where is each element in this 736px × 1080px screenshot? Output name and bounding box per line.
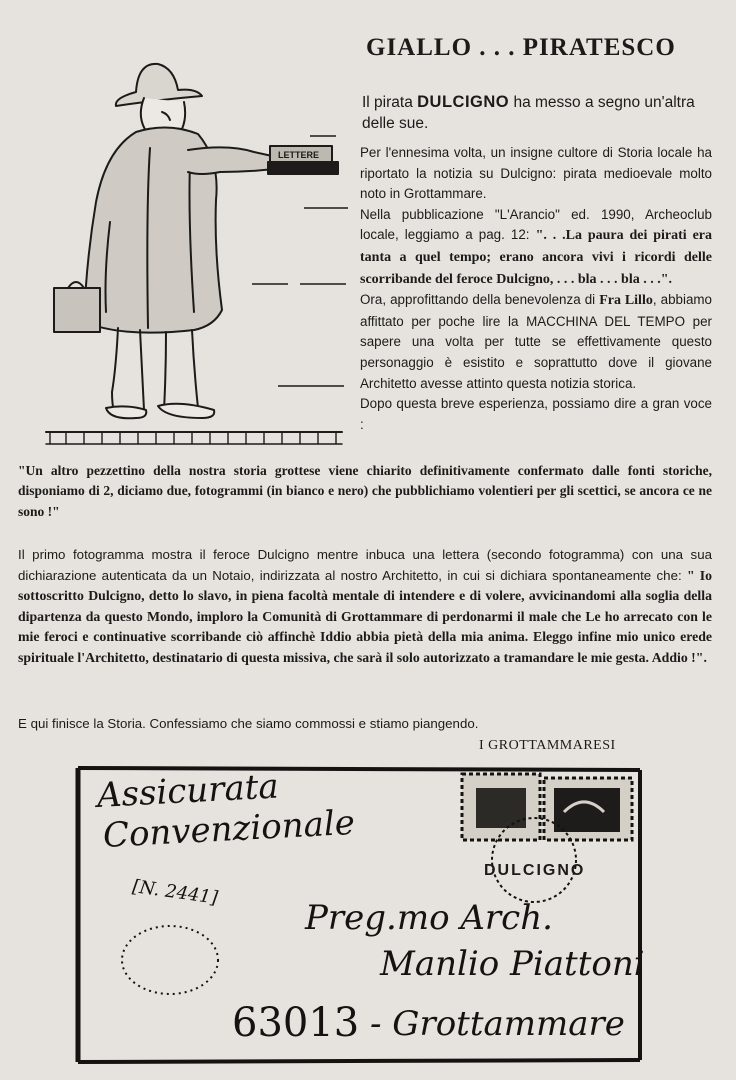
lead-post: ha messo a segno un'altra delle sue. [362,94,695,132]
paragraph-3 [360,290,712,394]
address-line-1: Preg.mo Arch. [305,898,553,938]
address-zip: 63013 [232,1000,360,1046]
paragraph-5-quote: " Io sottoscritto Dulcigno, detto lo slavo, in piena facoltà mentale di intendere e di volere, avvicinandomi alla soglia della dipartenza da questo Mondo, imploro la Comunità di Grottammare di perdonarmi il male che Le ho arrecato con le mie feroci e continuative scorribande ciò affinchè Iddio abbia pietà della mia anima. Eleggo infine mio unico erede spirituale l'Architetto, destinatario di questa missiva, che sarà il solo autorizzato a tramandare le mie gesta. Addio !". [18,567,712,665]
postage-stamp [462,774,632,840]
paragraph-2-text: Nella pubblicazione "L'Arancio" ed. 1990, Archeoclub locale, leggiamo a pag. 12: [360,206,712,243]
envelope-line-1: Assicurata [96,766,280,816]
wide-quote: "Un altro pezzettino della nostra storia grottese viene chiarito definitivamente confermato dalle fonti storiche, disponiamo di 2, diciamo due, fotogrammi (in bianco e nero) che pubblichiamo volentieri per gli scettici, se ancora ce ne sono !" [18,463,712,519]
paragraph-3-text-a: Ora, approfittando della benevolenza di [360,292,600,308]
paragraph-3-name: Fra Lillo [599,293,653,309]
seal-circle [122,926,218,994]
paragraph-3-text-b: , abbiamo affittato per poche lire la MACCHINA DEL TEMPO per sapere una volta per tutte se effettivamente questo personaggio è esistito e soprattutto dove il giovane Architetto avesse attinto questa notizia storica. [360,292,712,391]
paragraph-2 [360,205,712,290]
closing-line: E qui finisce la Storia. Confessiamo che siamo commossi e stiamo piangendo. [18,716,479,731]
paragraph-5-text: Il primo fotogramma mostra il feroce Dulcigno mentre inbuca una lettera (secondo fotogramma) con una sua dichiarazione autenticata da un Notaio, indirizzata al nostro Architetto, in cui si dichiara spontaneamente che: [18,547,712,583]
pirate-cartoon [40,52,350,462]
paragraph-1: Per l'ennesima volta, un insigne cultore di Storia locale ha riportato la notizia su Dulcigno: pirata medioevale molto noto in Grottammare. [360,145,712,202]
paragraph-4: Dopo questa breve esperienza, possiamo dire a gran voce : [360,396,712,432]
lead-pre: Il pirata [362,94,418,111]
article-column [360,143,712,435]
address-city: - Grottammare [370,1004,625,1044]
article-title: GIALLO . . . PIRATESCO [366,34,676,61]
signature: I GROTTAMMARESI [479,738,616,753]
lead-name: DULCIGNO [417,93,510,111]
mailbox-label: LETTERE [278,150,320,160]
paragraph-2-quote: ". . .La paura dei pirati era tanta a quel tempo; erano ancora vivi i ricordi delle scorribande del feroce Dulcigno, . . . bla . . . bla . . .". [360,228,712,287]
envelope-number: [N. 2441] [131,876,220,909]
article-lead [362,92,714,134]
paragraph-5 [18,545,712,669]
postmark-text: DULCIGNO [484,862,586,879]
address-line-2: Manlio Piattoni [380,944,645,984]
envelope-line-2: Convenzionale [102,802,356,856]
